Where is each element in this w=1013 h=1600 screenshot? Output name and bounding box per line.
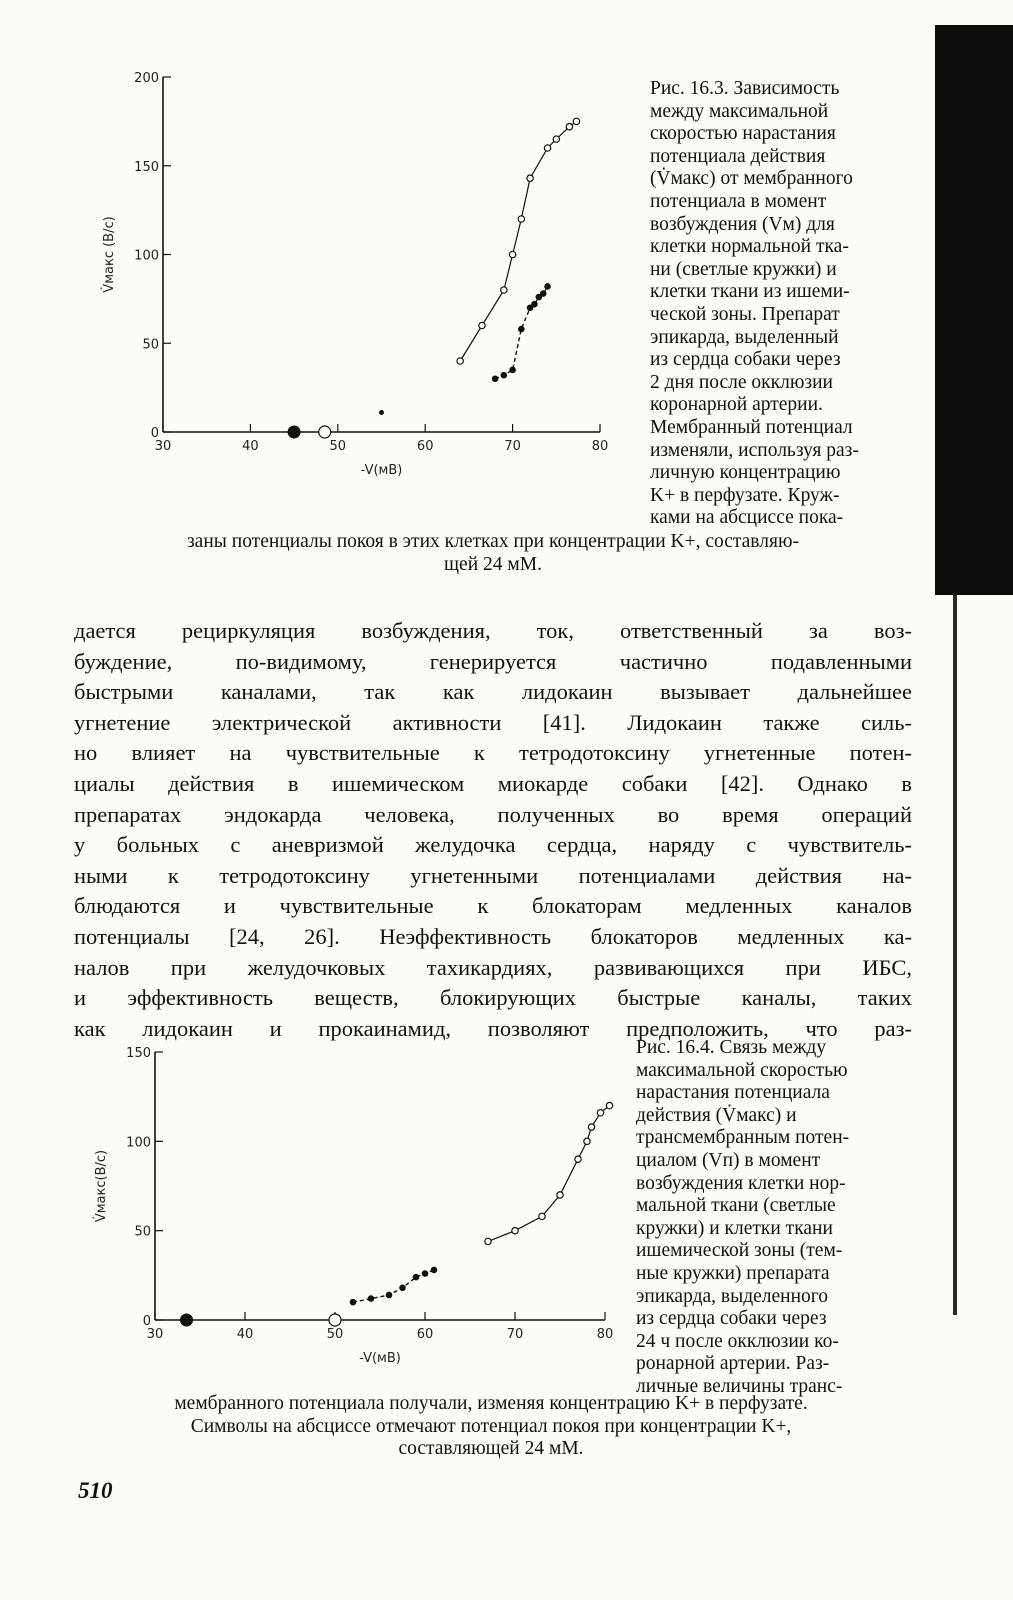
figure-16-3-chart	[0, 0, 620, 520]
x-tick-label: 60	[416, 439, 434, 454]
caption-line: заны потенциалы покоя в этих клетках при концентрации K+, составляю-	[186, 531, 800, 552]
resting-potential-filled-marker	[181, 1314, 193, 1326]
caption-line: ные кружки) препарата	[636, 1262, 830, 1284]
caption-line: клетки ткани из ишеми-	[650, 281, 850, 303]
caption-line: Символы на абсциссе отмечают потенциал покоя при концентрации K+,	[190, 1415, 792, 1437]
filled-circle-point	[350, 1299, 356, 1305]
caption-line: между максимальной	[650, 100, 829, 122]
y-axis-title: V̇макс(В/с)	[94, 1149, 109, 1223]
figure-16-4-caption-side	[636, 1037, 906, 1399]
y-axis-title: V̇макс (В/с)	[102, 216, 117, 293]
x-axis-title: -V(мВ)	[360, 463, 403, 478]
resting-potential-filled-marker	[288, 426, 300, 438]
caption-line: клетки нормальной тка-	[650, 236, 849, 258]
caption-line: максимальной скоростью	[636, 1059, 848, 1081]
open-circle-point	[566, 124, 572, 130]
y-tick-label: 50	[134, 1224, 151, 1240]
resting-potential-open-marker	[319, 426, 331, 438]
body-line: но влияет на чувствительные к тетродотоксину угнетенные потен-	[74, 740, 912, 766]
body-line: угнетение электрической активности [41]. Лидокаин также силь-	[74, 709, 912, 735]
open-circle-point	[509, 251, 515, 257]
open-circle-point	[512, 1227, 518, 1233]
figure-16-3-caption-side	[650, 78, 920, 530]
caption-line: ишемической зоны (тем-	[636, 1240, 843, 1262]
caption-line: из сердца собаки через	[650, 349, 841, 371]
x-tick-label: 30	[154, 439, 172, 454]
caption-line: Рис. 16.3. Зависимость	[650, 78, 840, 99]
caption-line: скоростью нарастания	[650, 123, 836, 145]
body-line: и эффективность веществ, блокирующих быстрые каналы, таких	[74, 985, 912, 1011]
filled-circle-point	[400, 1285, 406, 1291]
caption-line: K+ в перфузате. Круж-	[650, 484, 840, 506]
filled-circle-point	[532, 301, 538, 307]
open-circle-point	[573, 118, 579, 124]
scan-edge-shadow	[935, 0, 1013, 1600]
open-circle-point	[575, 1156, 581, 1162]
x-tick-label: 60	[416, 1327, 434, 1342]
series-line	[460, 121, 576, 361]
filled-circle-point	[422, 1271, 428, 1277]
x-tick-label: 50	[329, 439, 347, 454]
open-circle-point	[557, 1192, 563, 1198]
open-circle-point	[597, 1110, 603, 1116]
page-number: 510	[78, 1478, 113, 1503]
filled-circle-point	[510, 367, 516, 373]
caption-line: Мембранный потенциал	[650, 416, 853, 438]
caption-line: эпикарда, выделенного	[636, 1285, 829, 1307]
body-line: быстрыми каналами, так как лидокаин вызывает дальнейшее	[74, 679, 912, 705]
x-tick-label: 40	[242, 439, 259, 454]
body-line: циалы действия в ишемическом миокарде собаки [42]. Однако в	[74, 770, 912, 796]
caption-line: действия (V̇макс) и	[636, 1104, 797, 1126]
caption-line: 2 дня после окклюзии	[650, 371, 833, 393]
open-circle-point	[527, 175, 533, 181]
caption-line: ческой зоны. Препарат	[650, 303, 840, 325]
body-line: дается рециркуляция возбуждения, ток, ответственный за воз-	[74, 618, 912, 643]
open-circle-point	[518, 216, 524, 222]
x-tick-label: 80	[596, 1327, 614, 1342]
y-tick-label: 200	[134, 71, 159, 86]
filled-circle-point	[519, 326, 525, 332]
figure-16-4	[0, 1030, 640, 1400]
caption-line: из сердца собаки через	[636, 1308, 827, 1330]
filled-circle-point	[368, 1296, 374, 1302]
body-line: потенциалы [24, 26]. Неэффективность блокаторов медленных ка-	[74, 923, 912, 949]
caption-line: трансмембранным потен-	[636, 1127, 850, 1149]
caption-line: мембранного потенциала получали, изменяя концентрацию K+ в перфузате.	[174, 1393, 808, 1414]
open-circle-point	[584, 1138, 590, 1144]
caption-line: ронарной артерии. Раз-	[636, 1353, 830, 1375]
filled-circle-point	[386, 1292, 392, 1298]
body-text	[74, 616, 912, 1044]
x-tick-label: 70	[506, 1327, 524, 1342]
x-tick-label: 40	[236, 1327, 254, 1342]
filled-circle-point	[501, 372, 507, 378]
figure-16-4-caption-full	[70, 1393, 912, 1461]
caption-line: потенциала в момент	[650, 190, 827, 212]
body-line: препаратах эндокарда человека, полученных во время операций	[74, 801, 912, 827]
caption-line: изменяли, используя раз-	[650, 439, 859, 461]
caption-line: ками на абсциссе пока-	[650, 507, 844, 529]
x-tick-label: 70	[504, 439, 521, 454]
caption-line: составляющей 24 мМ.	[398, 1438, 584, 1460]
caption-line: коронарной артерии.	[650, 394, 823, 416]
caption-line: эпикарда, выделенный	[650, 326, 839, 348]
open-circle-point	[544, 145, 550, 151]
y-tick-label: 0	[142, 1314, 151, 1329]
open-circle-point	[501, 287, 507, 293]
series-line	[495, 287, 547, 379]
open-circle-point	[588, 1124, 594, 1130]
caption-line: Рис. 16.4. Связь между	[636, 1037, 827, 1058]
caption-line: 24 ч после окклюзии ко-	[636, 1330, 839, 1352]
caption-line: личные величины транс-	[636, 1375, 843, 1397]
filled-circle-point	[431, 1267, 437, 1273]
stray-point	[380, 410, 384, 414]
x-axis-title: -V(мВ)	[359, 1351, 401, 1366]
x-tick-label: 30	[146, 1327, 164, 1342]
body-line: у больных с аневризмой желудочка сердца, наряду с чувствитель-	[74, 832, 912, 858]
body-line: ными к тетродотоксину угнетенными потенциалами действия на-	[74, 862, 912, 888]
caption-line: кружки) и клетки ткани	[636, 1217, 833, 1239]
body-line: как лидокаин и прокаинамид, позволяют предположить, что раз-	[74, 1015, 912, 1041]
y-tick-label: 100	[134, 248, 159, 264]
caption-line: возбуждения (Vм) для	[650, 213, 835, 235]
x-tick-label: 80	[591, 439, 609, 454]
filled-circle-point	[492, 376, 498, 382]
x-tick-label: 50	[326, 1327, 344, 1342]
open-circle-point	[553, 136, 559, 142]
body-line: налов при желудочковых тахикардиях, развивающихся при ИБС,	[74, 954, 912, 980]
y-tick-label: 150	[134, 159, 159, 175]
y-tick-label: 100	[126, 1135, 151, 1151]
figure-16-3	[0, 0, 620, 520]
open-circle-point	[606, 1102, 612, 1108]
filled-circle-point	[540, 291, 546, 297]
caption-line: нарастания потенциала	[636, 1082, 830, 1104]
figure-16-4-chart	[0, 1030, 640, 1400]
filled-circle-point	[413, 1274, 419, 1280]
caption-line: (V̇макс) от мембранного	[650, 168, 853, 190]
open-circle-point	[479, 322, 485, 328]
caption-line: щей 24 мМ.	[444, 553, 542, 575]
figure-16-3-caption-full	[74, 531, 912, 576]
open-circle-point	[485, 1238, 491, 1244]
caption-line: возбуждения клетки нор-	[636, 1172, 846, 1194]
series-line	[353, 1270, 434, 1302]
caption-line: личную концентрацию	[650, 462, 841, 484]
caption-line: ни (светлые кружки) и	[650, 258, 837, 280]
filled-circle-point	[545, 284, 551, 290]
caption-line: мальной ткани (светлые	[636, 1195, 836, 1217]
open-circle-point	[539, 1213, 545, 1219]
y-tick-label: 0	[150, 426, 159, 441]
y-tick-label: 150	[126, 1046, 151, 1061]
caption-line: потенциала действия	[650, 145, 826, 167]
body-line: блюдаются и чувствительные к блокаторам медленных каналов	[74, 893, 912, 919]
caption-line: циалом (Vп) в момент	[636, 1149, 821, 1171]
open-circle-point	[457, 358, 463, 364]
body-line: буждение, по-видимому, генерируется частично подавленными	[74, 648, 912, 674]
y-tick-label: 50	[142, 337, 159, 353]
resting-potential-open-marker	[329, 1314, 341, 1326]
